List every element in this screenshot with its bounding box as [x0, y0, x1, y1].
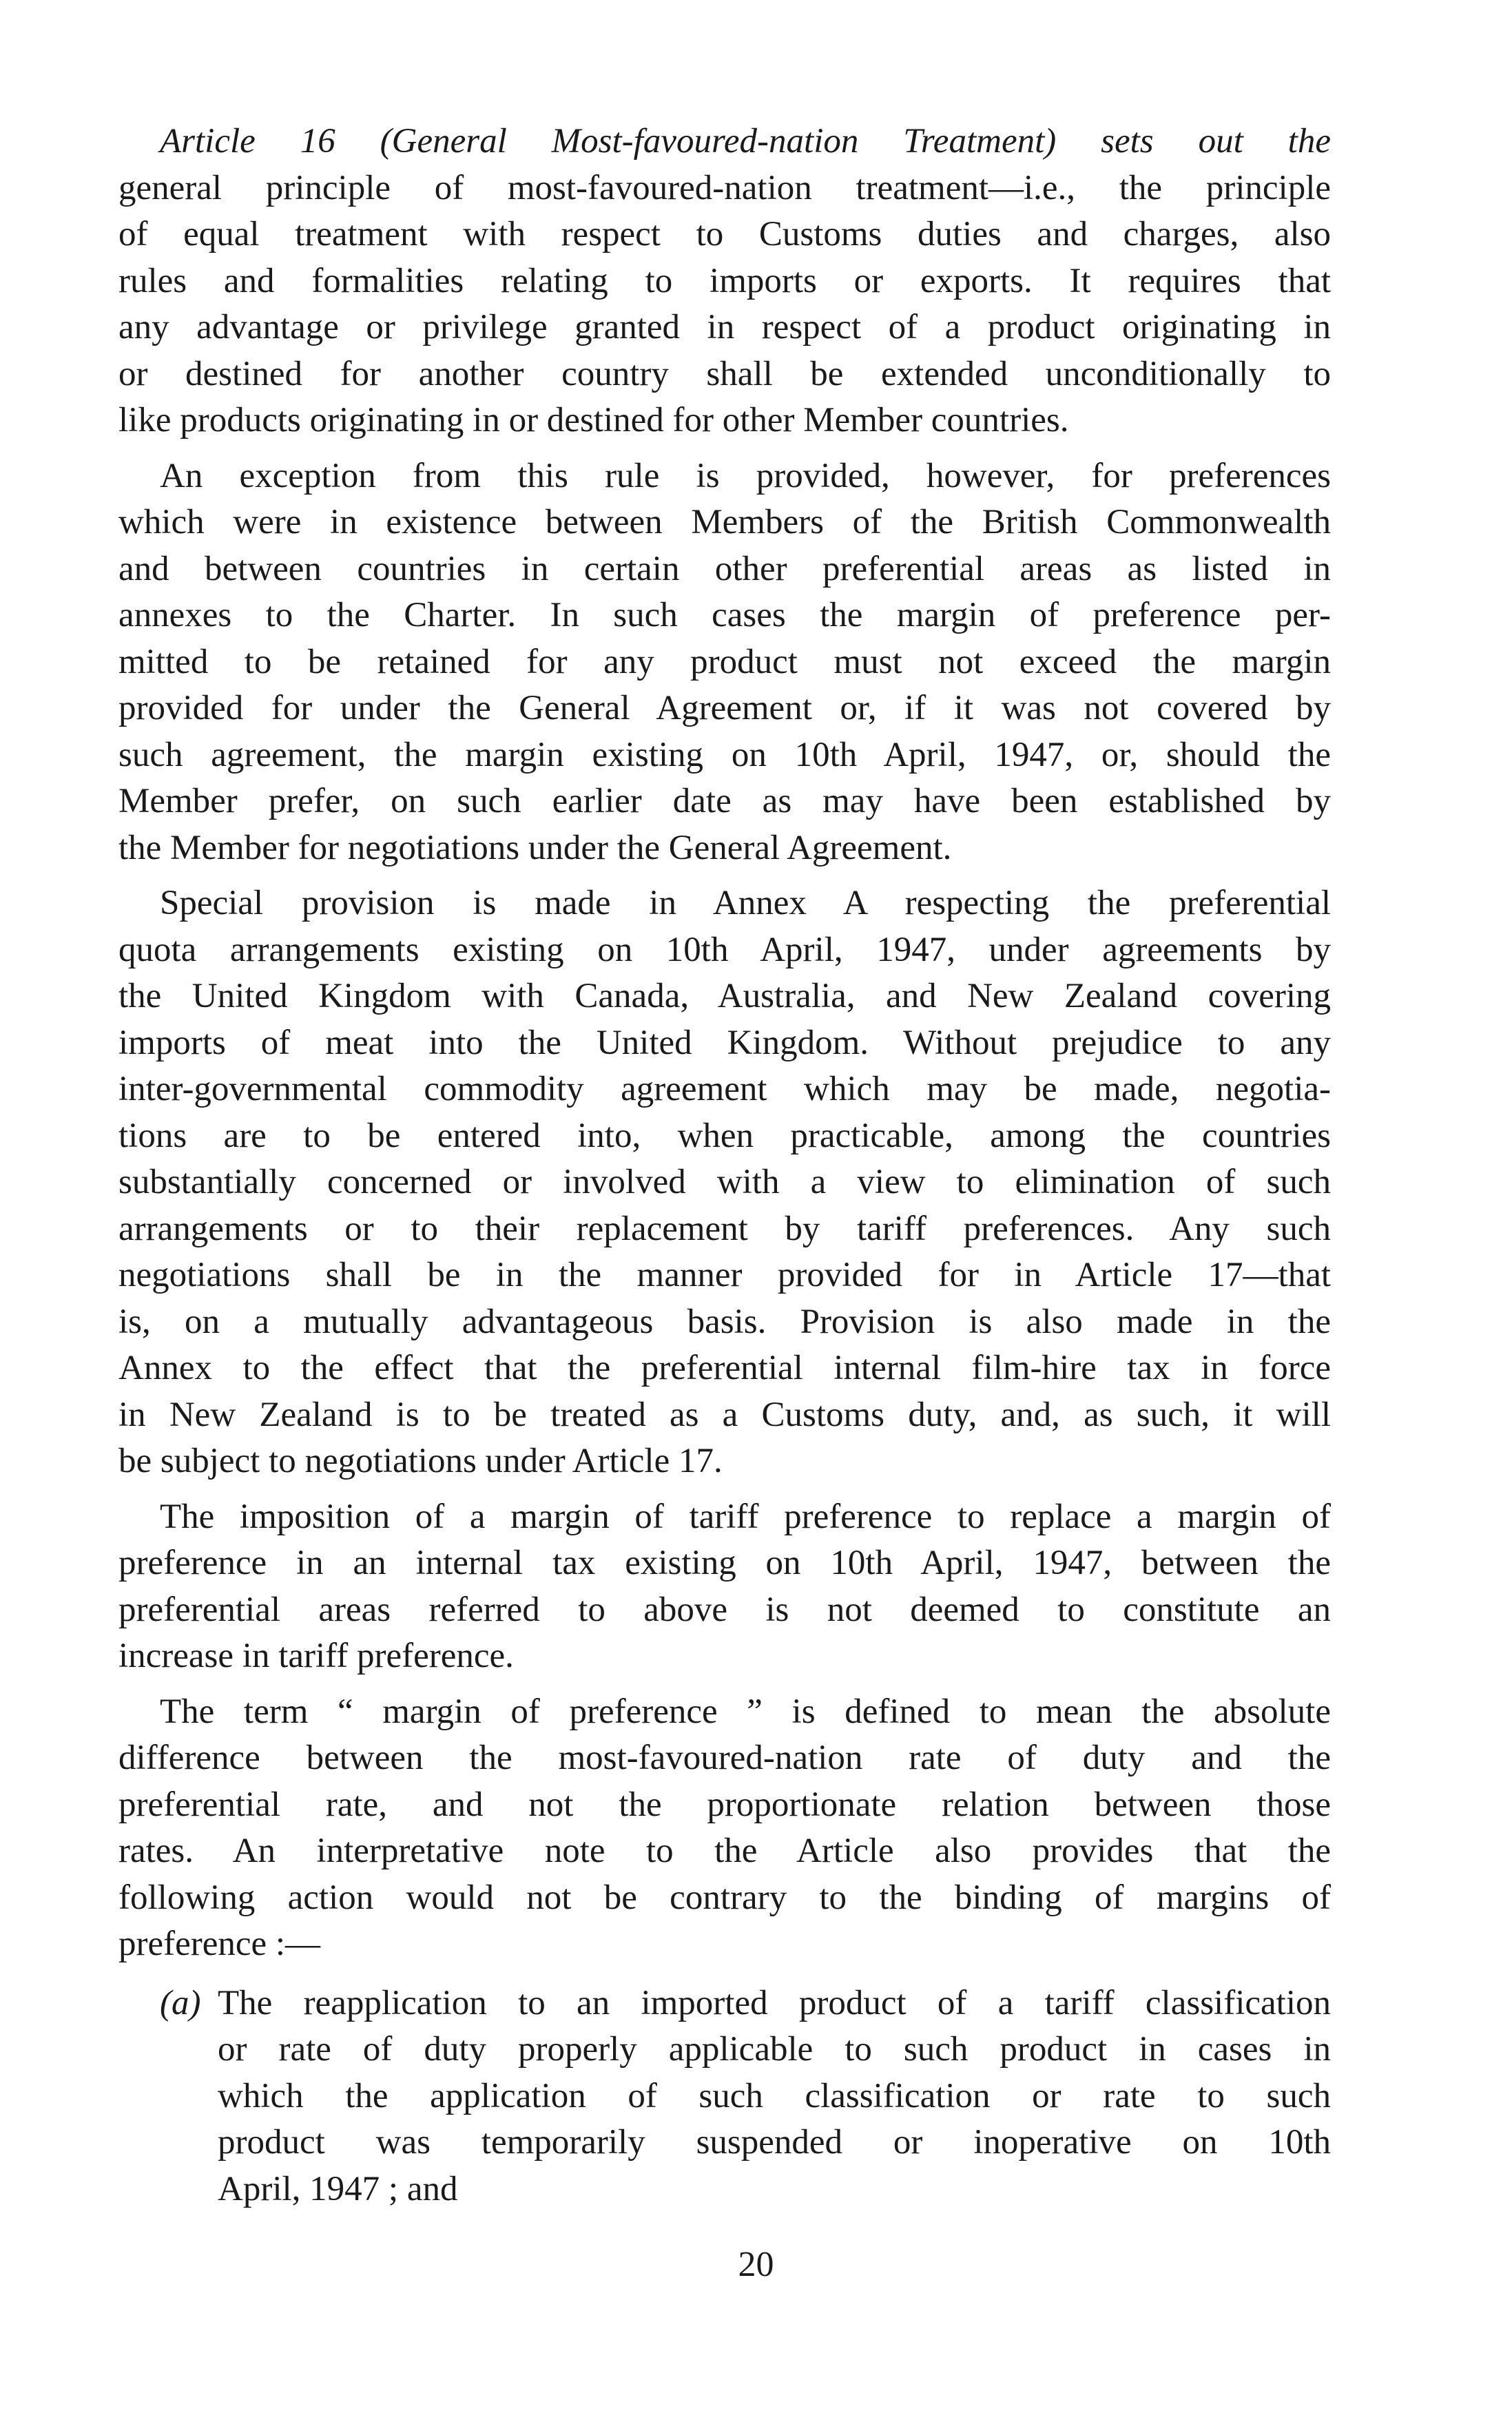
text-line: provided for under the General Agreement or, if it was not covered by: [118, 689, 1331, 727]
text-line: April, 1947 ; and: [218, 2169, 458, 2208]
text-line: or destined for another country shall be extended unconditionally to: [118, 354, 1331, 393]
page-number: 20: [738, 2245, 774, 2284]
text-line: tions are to be entered into, when practicable, among the countries: [118, 1116, 1331, 1155]
list-item-label: (a): [160, 1983, 201, 2022]
text-line: [118, 1980, 1331, 2027]
text-line: difference between the most-favoured-nation rate of duty and the: [118, 1739, 1331, 1777]
document-page: [118, 118, 1331, 2221]
text-line: following action would not be contrary to the binding of margins of: [118, 1878, 1331, 1917]
paragraph-article-16: [118, 118, 1331, 444]
text-line: negotiations shall be in the manner provided for in Article 17—that: [118, 1256, 1331, 1294]
text-line: The imposition of a margin of tariff preference to replace a margin of: [160, 1497, 1331, 1536]
text-line: in New Zealand is to be treated as a Customs duty, and, as such, it will: [118, 1395, 1331, 1434]
text-line: mitted to be retained for any product must not exceed the margin: [118, 642, 1331, 681]
text-line: Annex to the effect that the preferential internal film-hire tax in force: [118, 1349, 1331, 1387]
text-line: rates. An interpretative note to the Article also provides that the: [118, 1832, 1331, 1870]
paragraph-special-provision: [118, 880, 1331, 1485]
text-line: which were in existence between Members of the British Commonwealth: [118, 503, 1331, 541]
text-line: annexes to the Charter. In such cases the margin of preference per-: [118, 596, 1331, 634]
paragraph-exception: [118, 453, 1331, 872]
list-item-a: [118, 1980, 1331, 2213]
text-line: preference in an internal tax existing on 10th April, 1947, between the: [118, 1544, 1331, 1582]
article-heading-line: Article 16 (General Most-favoured-nation Treatment) sets out the: [160, 122, 1331, 160]
text-line: imports of meat into the United Kingdom. Without prejudice to any: [118, 1023, 1331, 1062]
text-line: rules and formalities relating to imports or exports. It requires that: [118, 261, 1331, 300]
text-line: general principle of most-favoured-nation treatment—i.e., the principle: [118, 168, 1331, 207]
text-line: product was temporarily suspended or inoperative on 10th: [218, 2123, 1331, 2162]
text-line: Member prefer, on such earlier date as may have been established by: [118, 782, 1331, 820]
text-line: the United Kingdom with Canada, Australia, and New Zealand covering: [118, 977, 1331, 1015]
text-line: like products originating in or destined for other Member countries.: [118, 401, 1069, 439]
text-line: [118, 118, 1331, 165]
text-line: arrangements or to their replacement by tariff preferences. Any such: [118, 1209, 1331, 1248]
text-line: which the application of such classification or rate to such: [218, 2076, 1331, 2115]
text-line: preference :—: [118, 1925, 321, 1963]
paragraph-margin-definition: [118, 1689, 1331, 1968]
text-line-content: The reapplication to an imported product of a tariff classification: [218, 1983, 1331, 2022]
text-line: or rate of duty properly applicable to such product in cases in: [218, 2030, 1331, 2069]
text-line: preferential areas referred to above is not deemed to constitute an: [118, 1590, 1331, 1629]
text-line: An exception from this rule is provided, however, for preferences: [160, 456, 1331, 495]
text-line: is, on a mutually advantageous basis. Provision is also made in the: [118, 1302, 1331, 1341]
text-line: of equal treatment with respect to Customs duties and charges, also: [118, 215, 1331, 253]
text-line: increase in tariff preference.: [118, 1637, 514, 1675]
text-line: The term “ margin of preference ” is defined to mean the absolute: [160, 1692, 1331, 1731]
text-line: the Member for negotiations under the General Agreement.: [118, 828, 952, 867]
text-line: inter-governmental commodity agreement which may be made, negotia-: [118, 1070, 1331, 1108]
text-line: and between countries in certain other preferential areas as listed in: [118, 549, 1331, 588]
paragraph-imposition: [118, 1494, 1331, 1680]
text-line: such agreement, the margin existing on 10th April, 1947, or, should the: [118, 735, 1331, 774]
text-line: be subject to negotiations under Article 17.: [118, 1442, 723, 1480]
text-line: quota arrangements existing on 10th April, 1947, under agreements by: [118, 930, 1331, 969]
text-line: any advantage or privilege granted in respect of a product originating in: [118, 308, 1331, 346]
text-line: preferential rate, and not the proportionate relation between those: [118, 1785, 1331, 1824]
text-line: Special provision is made in Annex A respecting the preferential: [160, 884, 1331, 922]
text-line: substantially concerned or involved with a view to elimination of such: [118, 1163, 1331, 1201]
